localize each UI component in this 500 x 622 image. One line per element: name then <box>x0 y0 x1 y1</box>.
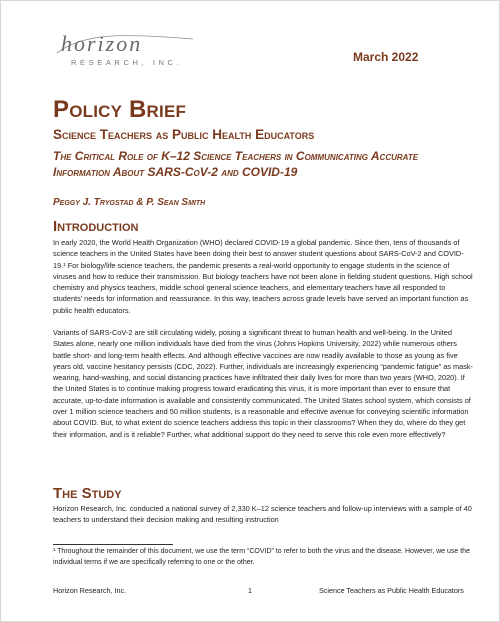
introduction-paragraph-1: In early 2020, the World Health Organization (WHO) declared COVID-19 a global pandemic. Since then, tens of thousands of science teachers in the United States have been doing their best to answer student questions about SARS-CoV-2 and COVID-19.¹ For biology/life science teachers, the pandemic presents a real-world opportunity to engage students in the science of viruses and how to reduce their transmission. But biology teachers have not been alone in fielding student questions. High school chemistry and physics teachers, middle school general science teachers, and elementary teachers have all responded to students’ needs for information and reassurance. In this way, teachers across grade levels have served an important function as public health educators. <box>53 238 473 315</box>
footnote-divider <box>53 544 173 545</box>
footer-right: Science Teachers as Public Health Educators <box>319 586 464 595</box>
footnote-text: ¹ Throughout the remainder of this document, we use the term “COVID” to refer to both the virus and the disease. However, we use the individual terms if we are specifically referring to one or the other. <box>53 548 470 566</box>
authors-line: Peggy J. Trygstad & P. Sean Smith <box>53 197 206 208</box>
horizon-research-logo <box>53 31 203 75</box>
study-paragraph-1: Horizon Research, Inc. conducted a national survey of 2,330 K–12 science teachers and follow-up interviews with a sample of 40 teachers to understand their decision making and resulting instruction <box>53 504 472 525</box>
page-number: 1 <box>248 586 252 595</box>
section-heading-study: The Study <box>53 485 122 502</box>
document-subtitle: Science Teachers as Public Health Educators <box>53 127 315 142</box>
introduction-paragraph-2: Variants of SARS-CoV-2 are still circulating widely, posing a significant threat to human health and well-being. In the United States alone, nearly one million individuals have died from the virus (Johns Hopkins University, 2022) while numerous others battle short- and long-term health effects. And although effective vaccines are now readily available to those as young as five years old, vaccine hesitancy persists (CDC, 2022). Further, individuals are increasingly experiencing “pandemic fatigue” as mask-wearing, hand-washing, and social distancing practices have infiltrated their daily lives for more than two years (WHO, 2020). If the United States is to continue making progress toward eradicating this virus, it is more important than ever to ensure that accurate, up-to-date information is available and consistently communicated. The United States school system, which consists of over 1 million science teachers and 50 million students, is a reasonable and effective avenue for conveying scientific information about COVID. But, to what extent do science teachers address this topic in their classrooms? When they do, where do they get their information, and is it reliable? Further, what additional support do they need to serve this role even more effectively? <box>53 328 474 439</box>
footer-left: Horizon Research, Inc. <box>53 586 127 595</box>
logo-subtitle: RESEARCH, INC. <box>71 58 183 67</box>
publication-date: March 2022 <box>353 50 419 64</box>
document-title: Policy Brief <box>53 96 187 123</box>
section-heading-introduction: Introduction <box>53 218 139 235</box>
logo-wordmark: horizon <box>61 31 143 56</box>
document-subtitle-secondary: The Critical Role of K–12 Science Teachers in Communicating Accurate Information About SARS-CoV-2 and COVID-19 <box>53 149 419 179</box>
